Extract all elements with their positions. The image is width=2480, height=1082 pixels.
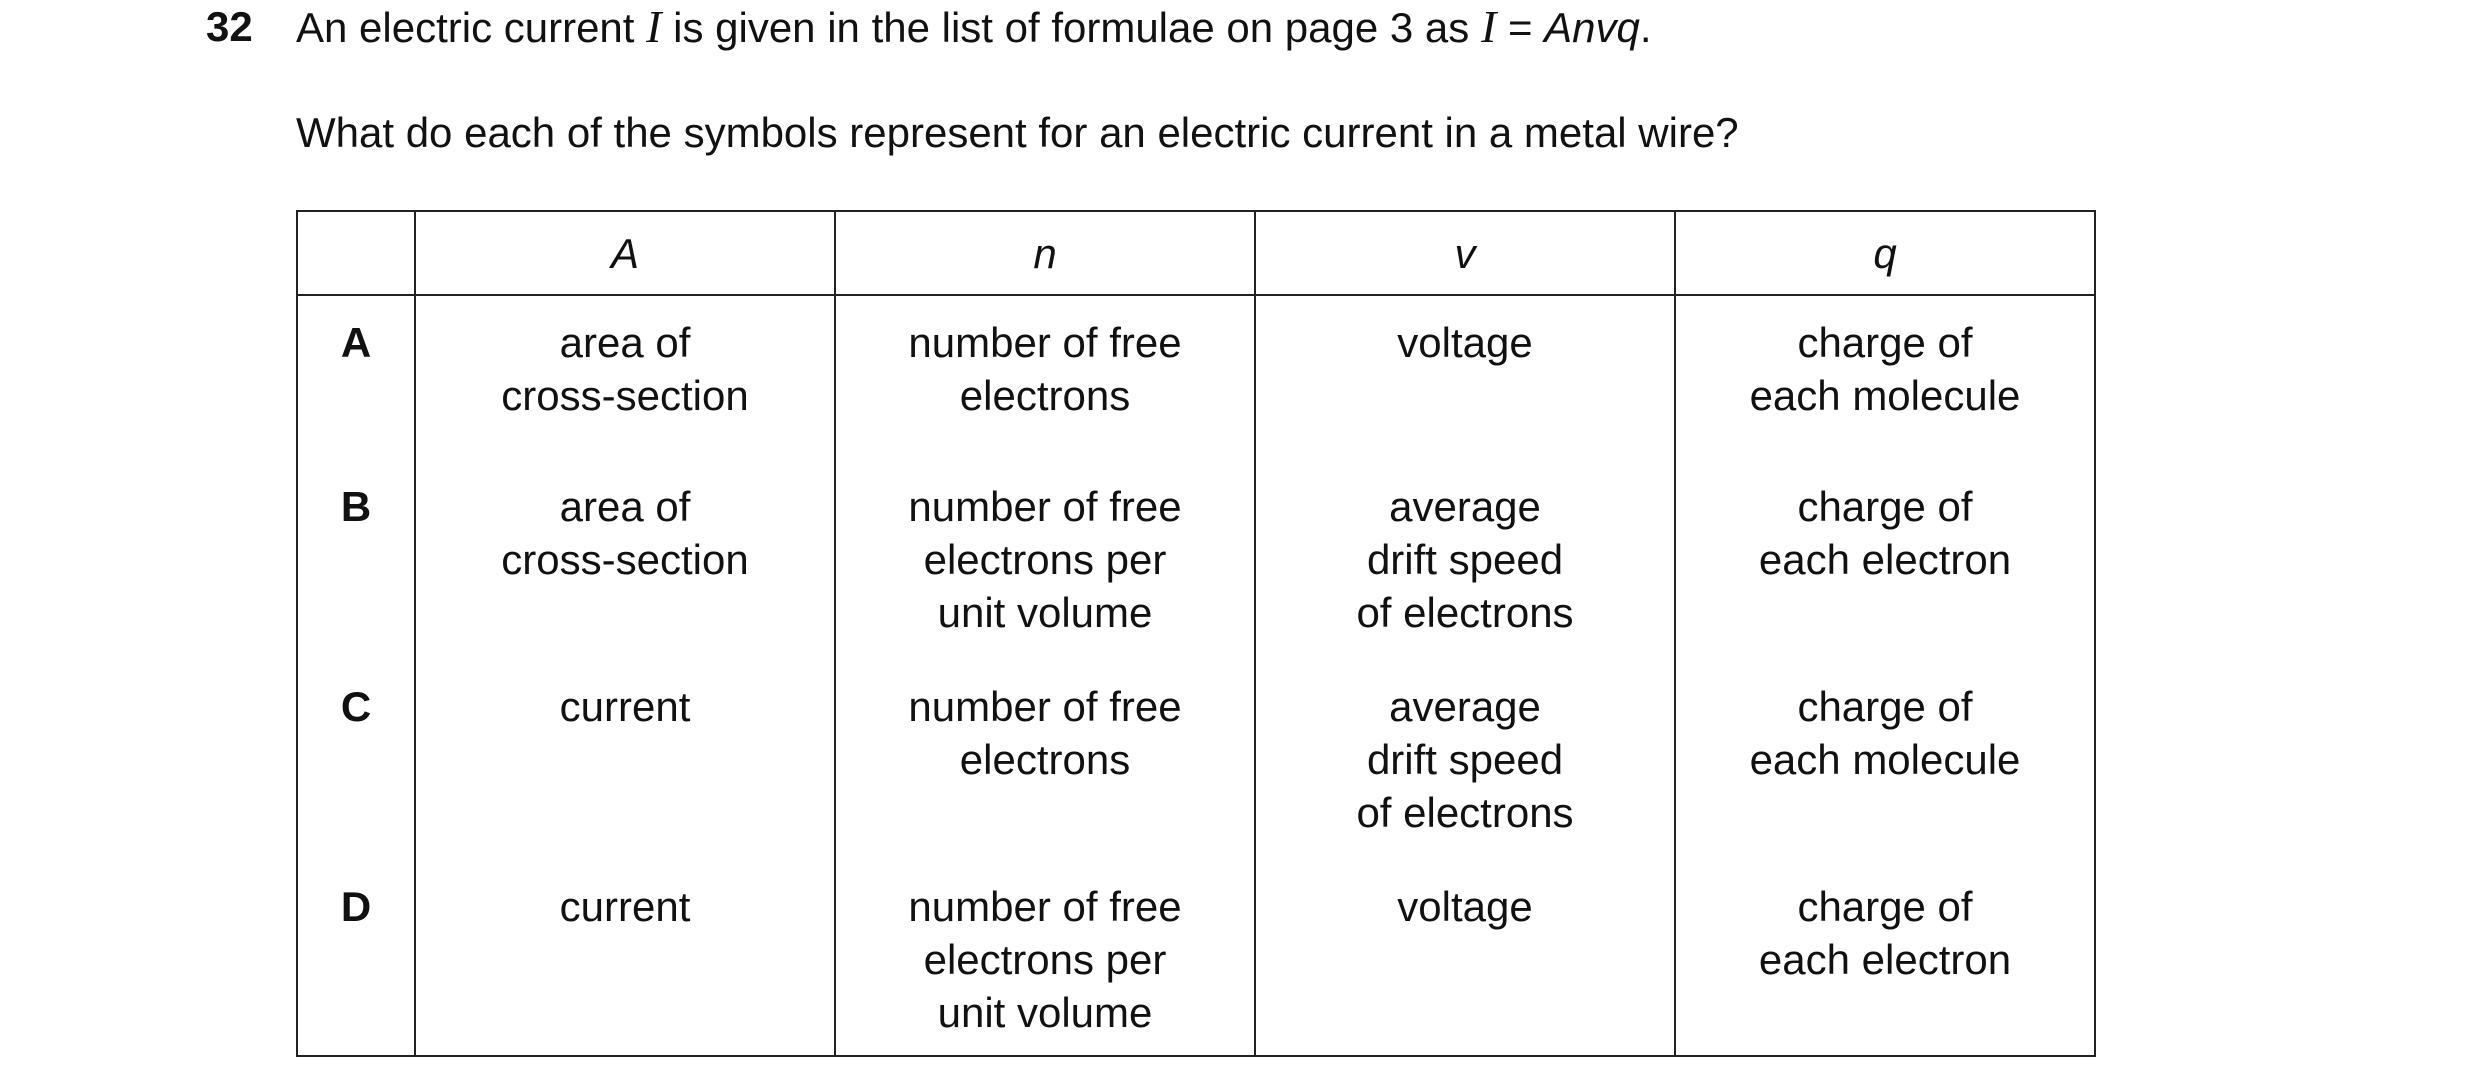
cell-line: area of — [559, 483, 691, 530]
cell-v — [1255, 295, 1675, 460]
cell-line: charge of — [1797, 483, 1973, 530]
cell-A — [415, 660, 835, 860]
cell-line: each electron — [1758, 936, 2012, 983]
cell-v — [1255, 660, 1675, 860]
cell-line: number of free — [908, 683, 1182, 730]
options-table — [296, 210, 2096, 1057]
cell-line: cross-section — [501, 372, 749, 419]
header-A: A — [415, 211, 835, 295]
cell-line: number of free — [908, 483, 1182, 530]
intro-before: An electric current — [296, 4, 647, 51]
option-letter[interactable]: C — [297, 660, 415, 860]
cell-q — [1675, 295, 2095, 460]
cell-line: electrons — [959, 736, 1131, 783]
cell-line: cross-section — [501, 536, 749, 583]
cell-line: current — [559, 683, 691, 730]
cell-line: voltage — [1397, 883, 1533, 930]
header-blank — [297, 211, 415, 295]
cell-q — [1675, 660, 2095, 860]
option-row-B[interactable] — [297, 460, 2095, 660]
cell-n — [835, 660, 1255, 860]
cell-line: of electrons — [1356, 589, 1574, 636]
cell-line: current — [559, 883, 691, 930]
cell-n — [835, 295, 1255, 460]
option-row-C[interactable] — [297, 660, 2095, 860]
formula-lhs: I — [1480, 1, 1497, 52]
cell-A — [415, 295, 835, 460]
question-number: 32 — [206, 3, 253, 50]
cell-line: number of free — [908, 319, 1182, 366]
cell-line: drift speed — [1366, 736, 1564, 783]
cell-line: unit volume — [937, 589, 1153, 636]
cell-n — [835, 860, 1255, 1056]
cell-line: average — [1389, 683, 1541, 730]
question-prompt: What do each of the symbols represent for an electric current in a metal wire? — [296, 109, 1739, 156]
cell-line: electrons per — [923, 936, 1167, 983]
cell-line: charge of — [1797, 319, 1973, 366]
cell-A — [415, 860, 835, 1056]
header-n: n — [835, 211, 1255, 295]
header-row — [297, 211, 2095, 295]
cell-line: each molecule — [1749, 736, 2021, 783]
formula-equals: = — [1496, 4, 1545, 51]
cell-line: area of — [559, 319, 691, 366]
intro-middle: is given in the list of formulae on page 3 as — [661, 4, 1481, 51]
question-intro — [296, 0, 1652, 55]
option-letter[interactable]: A — [297, 295, 415, 460]
symbol-current: I — [646, 1, 662, 52]
cell-line: number of free — [908, 883, 1182, 930]
cell-line: electrons — [959, 372, 1131, 419]
option-row-D[interactable] — [297, 860, 2095, 1056]
cell-line: charge of — [1797, 683, 1973, 730]
cell-line: unit volume — [937, 989, 1153, 1036]
cell-q — [1675, 860, 2095, 1056]
intro-end: . — [1639, 4, 1652, 51]
cell-line: electrons per — [923, 536, 1167, 583]
cell-A — [415, 460, 835, 660]
cell-line: voltage — [1397, 319, 1533, 366]
header-v: v — [1255, 211, 1675, 295]
cell-n — [835, 460, 1255, 660]
cell-line: charge of — [1797, 883, 1973, 930]
formula-rhs: Anvq — [1544, 4, 1640, 51]
cell-line: each molecule — [1749, 372, 2021, 419]
option-letter[interactable]: D — [297, 860, 415, 1056]
header-q: q — [1675, 211, 2095, 295]
option-row-A[interactable] — [297, 295, 2095, 460]
cell-line: drift speed — [1366, 536, 1564, 583]
cell-q — [1675, 460, 2095, 660]
cell-v — [1255, 460, 1675, 660]
option-letter[interactable]: B — [297, 460, 415, 660]
cell-line: each electron — [1758, 536, 2012, 583]
cell-line: of electrons — [1356, 789, 1574, 836]
cell-line: average — [1389, 483, 1541, 530]
cell-v — [1255, 860, 1675, 1056]
